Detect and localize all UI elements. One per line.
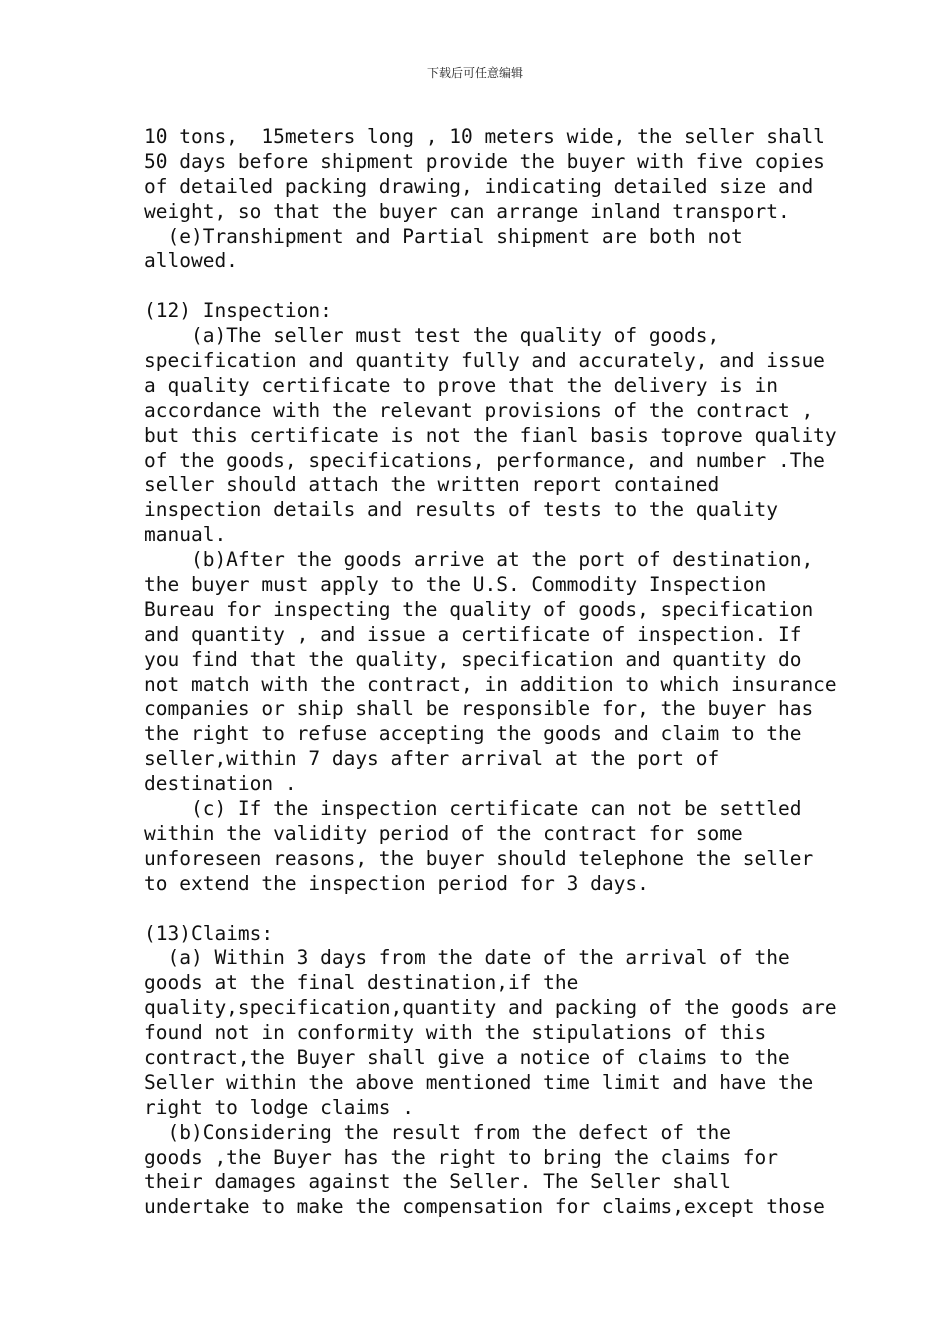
text-line: the right to refuse accepting the goods and claim to the bbox=[144, 722, 802, 746]
text-line: allowed. bbox=[144, 249, 238, 273]
text-line: inspection details and results of tests to the quality bbox=[144, 498, 778, 522]
text-line: quality,specification,quantity and packing of the goods are bbox=[144, 996, 837, 1020]
text-line: 50 days before shipment provide the buyer with five copies bbox=[144, 149, 825, 173]
text-line: right to lodge claims . bbox=[144, 1095, 415, 1119]
text-line: contract,the Buyer shall give a notice of claims to the bbox=[144, 1045, 790, 1069]
text-line: manual. bbox=[144, 523, 227, 547]
text-line: a quality certificate to prove that the delivery is in bbox=[144, 373, 778, 397]
text-line: companies or ship shall be responsible for, the buyer has bbox=[144, 697, 814, 721]
text-line: found not in conformity with the stipulations of this bbox=[144, 1021, 767, 1045]
text-line: (12) Inspection: bbox=[144, 299, 332, 323]
text-line: (c) If the inspection certificate can not be settled bbox=[144, 797, 802, 821]
text-line: (b)After the goods arrive at the port of destination, bbox=[144, 548, 814, 572]
text-line: unforeseen reasons, the buyer should telephone the seller bbox=[144, 846, 814, 870]
text-line: not match with the contract, in addition to which insurance bbox=[144, 672, 837, 696]
text-line: accordance with the relevant provisions of the contract , bbox=[144, 398, 814, 422]
text-line: the buyer must apply to the U.S. Commodity Inspection bbox=[144, 573, 767, 597]
text-line: goods at the final destination,if the bbox=[144, 971, 579, 995]
text-line: of detailed packing drawing, indicating detailed size and bbox=[144, 174, 814, 198]
text-line: their damages against the Seller. The Seller shall bbox=[144, 1170, 731, 1194]
document-body bbox=[144, 125, 837, 1220]
text-line: (13)Claims: bbox=[144, 921, 274, 945]
text-line: destination . bbox=[144, 772, 297, 796]
text-line: seller,within 7 days after arrival at the port of bbox=[144, 747, 720, 771]
text-line bbox=[144, 897, 824, 922]
text-line: weight, so that the buyer can arrange inland transport. bbox=[144, 199, 790, 223]
text-line: (a) Within 3 days from the date of the arrival of the bbox=[144, 946, 790, 970]
text-line: undertake to make the compensation for claims,except those bbox=[144, 1195, 825, 1219]
text-line: (a)The seller must test the quality of goods, bbox=[144, 324, 720, 348]
text-line bbox=[144, 274, 824, 299]
text-line: and quantity , and issue a certificate of inspection. If bbox=[144, 622, 802, 646]
text-line: 10 tons, 15meters long , 10 meters wide, the seller shall bbox=[144, 125, 825, 148]
text-line: of the goods, specifications, performance, and number .The bbox=[144, 448, 825, 472]
text-line: (b)Considering the result from the defect of the bbox=[144, 1120, 731, 1144]
text-line: Bureau for inspecting the quality of goods, specification bbox=[144, 597, 814, 621]
text-line: goods ,the Buyer has the right to bring the claims for bbox=[144, 1145, 778, 1169]
text-line: within the validity period of the contract for some bbox=[144, 821, 743, 845]
page-header: 下载后可任意编辑 bbox=[426, 66, 523, 80]
text-line: to extend the inspection period for 3 days. bbox=[144, 871, 649, 895]
text-line: but this certificate is not the fianl basis toprove quality bbox=[144, 423, 837, 447]
text-line: seller should attach the written report contained bbox=[144, 473, 720, 497]
text-line: specification and quantity fully and accurately, and issue bbox=[144, 349, 825, 373]
text-line: you find that the quality, specification and quantity do bbox=[144, 647, 802, 671]
text-line: Seller within the above mentioned time limit and have the bbox=[144, 1070, 814, 1094]
text-line: (e)Transhipment and Partial shipment are both not bbox=[144, 224, 743, 248]
